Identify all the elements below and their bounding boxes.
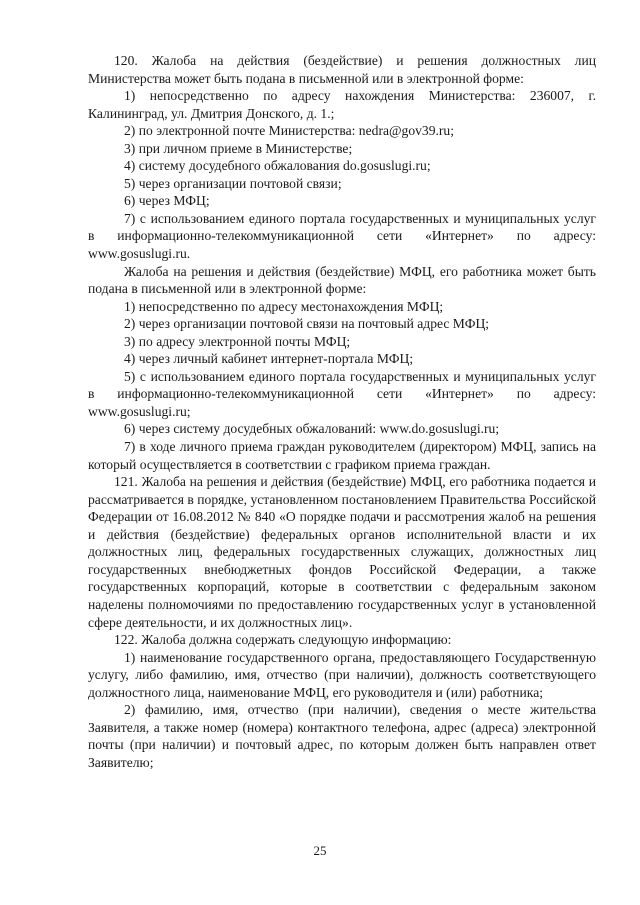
paragraph-120: 120. Жалоба на действия (бездействие) и решения должностных лиц Министерства может быть подана в письменной или в электронной форме: <box>88 53 596 86</box>
mfc-list-item-6: 6) через систему досудебных обжалований: www.do.gosuslugi.ru; <box>124 421 500 437</box>
document-body <box>88 52 596 771</box>
mfc-list-item-4: 4) через личный кабинет интернет-портала МФЦ; <box>124 351 414 367</box>
mfc-list-item-3: 3) по адресу электронной почты МФЦ; <box>124 333 351 349</box>
page-number: 25 <box>313 843 327 858</box>
mfc-list-item-2: 2) через организации почтовой связи на почтовый адрес МФЦ; <box>124 316 490 332</box>
mfc-list-item-1: 1) непосредственно по адресу местонахождения МФЦ; <box>124 298 444 314</box>
paragraph-121: 121. Жалоба на решения и действия (бездействие) МФЦ, его работника подается и рассматривается в порядке, установленном постановлением Правительства Российской Федерации от 16.08.2012 № 840 «О порядке подачи и рассмотрения жалоб на решения и действия (бездействие) федеральных органов исполнительной власти и их должностных лиц, федеральных государственных служащих, должностных лиц государственных внебюджетных фондов Российской Федерации, а также государственных корпораций, которые в соответствии с федеральным законом наделены полномочиями по предоставлению государственных услуг в установленной сфере деятельности, и их должностных лиц». <box>88 474 596 630</box>
paragraph-mfc-complaint: Жалоба на решения и действия (бездействие) МФЦ, его работника может быть подана в письменной или в электронной форме: <box>88 263 596 297</box>
list-item-6: 6) через МФЦ; <box>124 193 210 209</box>
list-item-5: 5) через организации почтовой связи; <box>124 175 342 191</box>
mfc-list-item-5: 5) с использованием единого портала государственных и муниципальных услуг в информационно-телекоммуникационной сети «Интернет» по адресу: www.gosuslugi.ru; <box>88 368 596 419</box>
list-item-3: 3) при личном приеме в Министерстве; <box>124 140 353 156</box>
list-item-4: 4) систему досудебного обжалования do.gosuslugi.ru; <box>124 158 431 174</box>
list-item-7: 7) с использованием единого портала государственных и муниципальных услуг в информационно-телекоммуникационной сети «Интернет» по адресу: www.gosuslugi.ru. <box>88 210 596 262</box>
mfc-list-item-7: 7) в ходе личного приема граждан руководителем (директором) МФЦ, запись на который осуществляется в соответствии с графиком приема граждан. <box>88 439 596 472</box>
list-item-2: 2) по электронной почте Министерства: nedra@gov39.ru; <box>124 123 454 139</box>
list-item-1: 1) непосредственно по адресу нахождения Министерства: 236007, г. Калининград, ул. Дмитрия Донского, д. 1.; <box>88 88 596 121</box>
info-list-item-1: 1) наименование государственного органа, предоставляющего Государственную услугу, либо фамилию, имя, отчество (при наличии), должность соответствующего должностного лица, наименование МФЦ, его руководителя и (или) работника; <box>88 649 596 700</box>
info-list-item-2: 2) фамилию, имя, отчество (при наличии), сведения о месте жительства Заявителя, а также номер (номера) контактного телефона, адрес (адреса) электронной почты (при наличии) и почтовый адрес, по которым должен быть направлен ответ Заявителю; <box>88 702 596 770</box>
paragraph-122: 122. Жалоба должна содержать следующую информацию: <box>114 632 452 648</box>
